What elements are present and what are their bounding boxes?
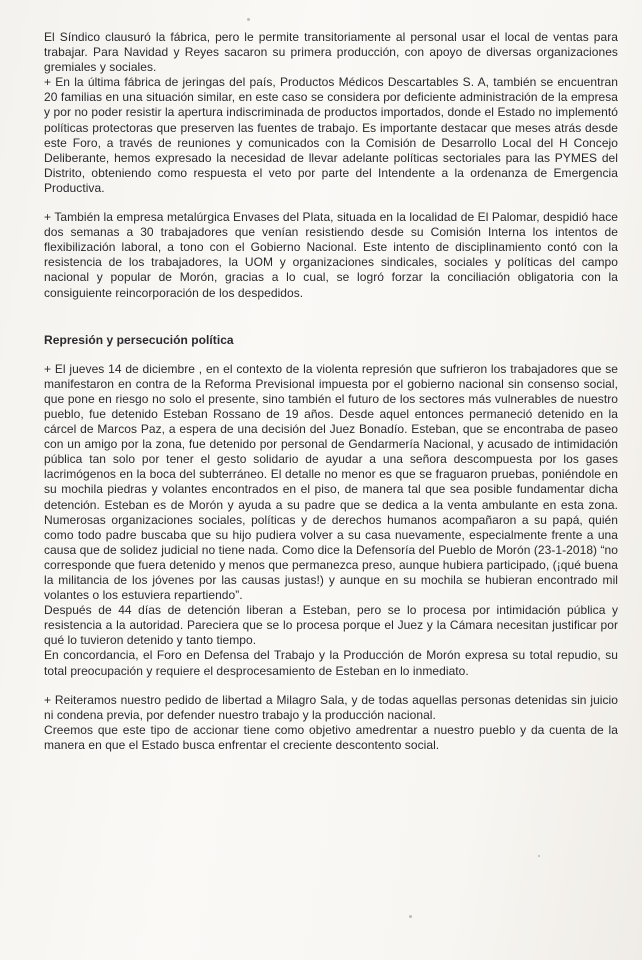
- paragraph-esteban-detencion: + El jueves 14 de diciembre , en el contexto de la violenta represión que sufrieron los trabajadores que se manifestaron en contra de la Reforma Previsional impuesta por el gobierno nacional sin consenso social, que pone en riesgo no solo el presente, sino también el futuro de los sectores más vulnerables de nuestro pueblo, fue detenido Esteban Rossano de 19 años. Desde aquel entonces permaneció detenido en la cárcel de Marcos Paz, a espera de una decisión del Juez Bonadío. Esteban, que se encontraba de paseo con un amigo por la zona, fue detenido por personal de Gendarmería Nacional, y acusado de intimidación pública tan solo por tener el gesto solidario de ayudar a una señora descompuesta por los gases lacrimógenos en la boca del subterráneo. El detalle no menor es que se fraguaron pruebas, poniéndole en su mochila piedras y volantes encontrados en el piso, de manera tal que sea posible fundamentar dicha detención. Esteban es de Morón y ayuda a su padre que se dedica a la venta ambulante en esta zona. Numerosas organizaciones sociales, políticas y de derechos humanos acompañaron a su papá, quién como todo padre buscaba que su hijo pudiera volver a su casa nuevamente, especialmente frente a una causa que de solidez judicial no tiene nada. Como dice la Defensoría del Pueblo de Morón (23-1-2018) “no corresponde que fuera detenido y menos que permanezca preso, aunque hubiera participado, (¡qué buena la militancia de los jóvenes por las causas justas!) y aunque en su mochila se hubieran encontrado mil volantes o los estuviera repartiendo”.: [44, 361, 618, 603]
- paragraph-envases-del-plata: + También la empresa metalúrgica Envases del Plata, situada en la localidad de El Palomar, despidió hace dos semanas a 30 trabajadores que venían resistiendo desde su Comisión Interna los intentos de flexibilización laboral, a tono con el Gobierno Nacional. Este intento de disciplinamiento contó con la resistencia de los trabajadores, la UOM y organizaciones sindicales, sociales y políticas del campo nacional y popular de Morón, gracias a lo cual, se logró forzar la conciliación obligatoria con la consiguiente reincorporación de los despedidos.: [44, 210, 618, 300]
- paragraph-jeringas: + En la última fábrica de jeringas del país, Productos Médicos Descartables S. A, también se encuentran 20 familias en una situación similar, en este caso se considera por deficiente administración de la empresa y por no poder resistir la apertura indiscriminada de productos importados, donde el Estado no implementó políticas protectoras que preserven las fuentes de trabajo. Es importante destacar que meses atrás desde este Foro, a través de reuniones y comunicados con la Comisión de Desarrollo Local del H Concejo Deliberante, hemos expresado la necesidad de llevar adelante políticas sectoriales para las PYMES del Distrito, obteniendo como respuesta el veto por parte del Intendente a la ordenanza de Emergencia Productiva.: [44, 75, 618, 195]
- paragraph-foro-repudio: En concordancia, el Foro en Defensa del Trabajo y la Producción de Morón expresa su total repudio, su total preocupación y requiere el desprocesamiento de Esteban en lo inmediato.: [44, 648, 618, 678]
- scan-speck: [409, 915, 412, 918]
- section-heading-represion: Represión y persecución política: [44, 332, 234, 347]
- paragraph-esteban-liberacion: Después de 44 días de detención liberan a Esteban, pero se lo procesa por intimidación pública y resistencia a la autoridad. Pareciera que se lo procesa porque el Juez y la Cámara necesitan justificar por qué lo tuvieron detenido y tanto tiempo.: [44, 603, 618, 648]
- scan-speck: [538, 855, 540, 857]
- paragraph-milagro-sala: + Reiteramos nuestro pedido de libertad a Milagro Sala, y de todas aquellas personas detenidas sin juicio ni condena previa, por defender nuestro trabajo y la producción nacional.: [44, 692, 618, 722]
- scan-speck: [247, 18, 250, 21]
- paragraph-sindico: El Síndico clausuró la fábrica, pero le permite transitoriamente al personal usar el local de ventas para trabajar. Para Navidad y Reyes sacaron su primera producción, con apoyo de diversas organizaciones gremiales y sociales.: [44, 30, 618, 75]
- paragraph-conclusion: Creemos que este tipo de accionar tiene como objetivo amedrentar a nuestro pueblo y da cuenta de la manera en que el Estado busca enfrentar el creciente descontento social.: [44, 722, 618, 752]
- document-body: [44, 30, 618, 753]
